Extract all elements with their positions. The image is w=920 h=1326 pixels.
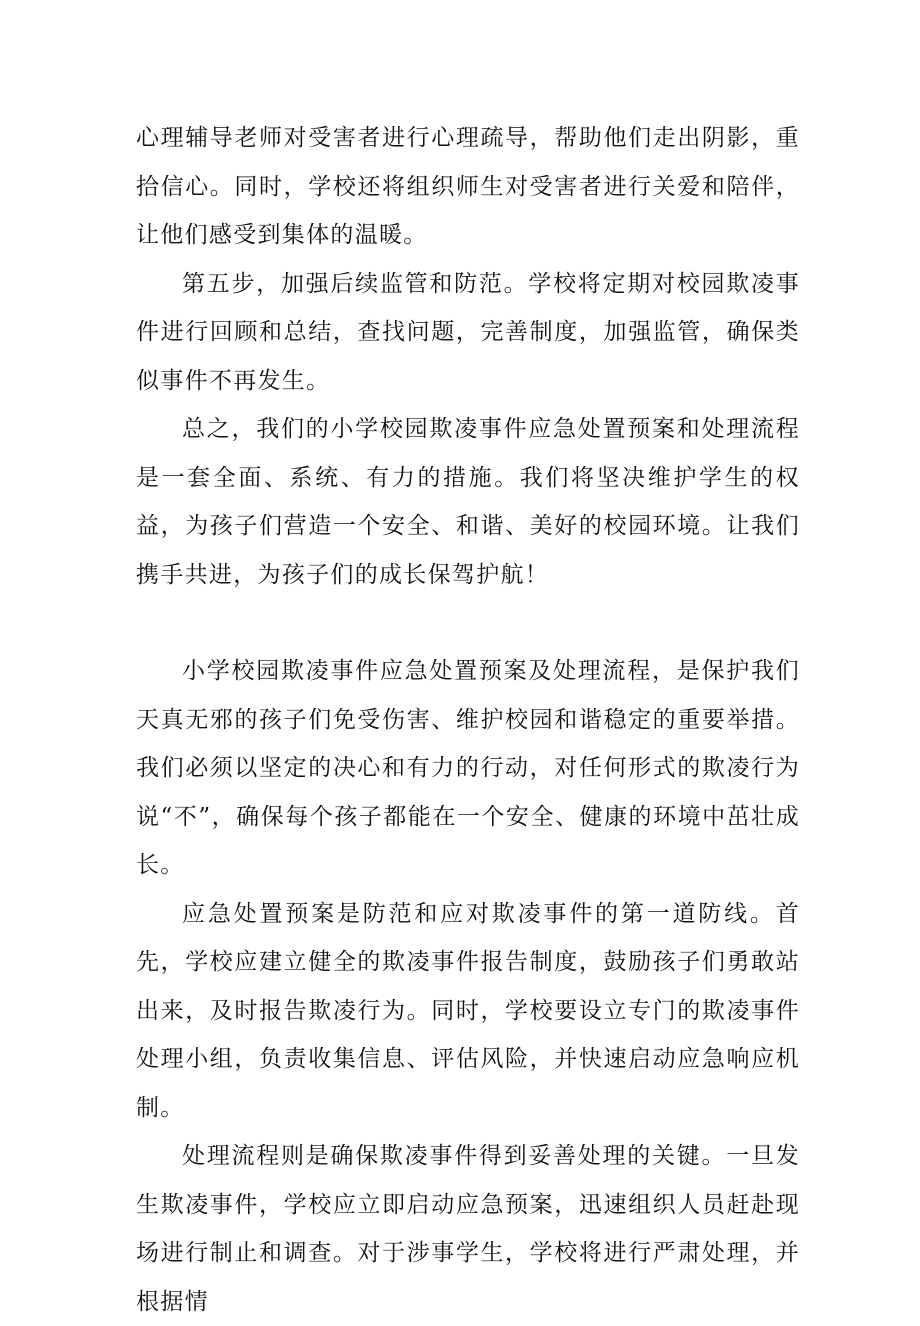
paragraph-handling-process: 处理流程则是确保欺凌事件得到妥善处理的关键。一旦发生欺凌事件，学校应立即启动应急预案，迅速组织人员赶赴现场进行制止和调查。对于涉事学生，学校将进行严肃处理，并根据情 bbox=[136, 1143, 800, 1315]
paragraph-step-five: 第五步，加强后续监管和防范。学校将定期对校园欺凌事件进行回顾和总结，查找问题，完善制度，加强监管，确保类似事件不再发生。 bbox=[136, 270, 800, 394]
paragraph-emergency-plan: 应急处置预案是防范和应对欺凌事件的第一道防线。首先，学校应建立健全的欺凌事件报告制度，鼓励孩子们勇敢站出来，及时报告欺凌行为。同时，学校要设立专门的欺凌事件处理小组，负责收集信息、评估风险，并快速启动应急响应机制。 bbox=[136, 900, 800, 1121]
section-gap bbox=[136, 599, 800, 647]
paragraph-counseling-continued: 心理辅导老师对受害者进行心理疏导，帮助他们走出阴影，重拾信心。同时，学校还将组织师生对受害者进行关爱和陪伴，让他们感受到集体的温暖。 bbox=[136, 125, 800, 248]
document-body bbox=[136, 114, 800, 1326]
paragraph-introduction: 小学校园欺凌事件应急处置预案及处理流程，是保护我们天真无邪的孩子们免受伤害、维护校园和谐稳定的重要举措。我们必须以坚定的决心和有力的行动，对任何形式的欺凌行为说“不”，确保每个孩子都能在一个安全、健康的环境中茁壮成长。 bbox=[136, 658, 800, 878]
paragraph-summary: 总之，我们的小学校园欺凌事件应急处置预案和处理流程是一套全面、系统、有力的措施。我们将坚决维护学生的权益，为孩子们营造一个安全、和谐、美好的校园环境。让我们携手共进，为孩子们的成长保驾护航！ bbox=[136, 416, 800, 588]
